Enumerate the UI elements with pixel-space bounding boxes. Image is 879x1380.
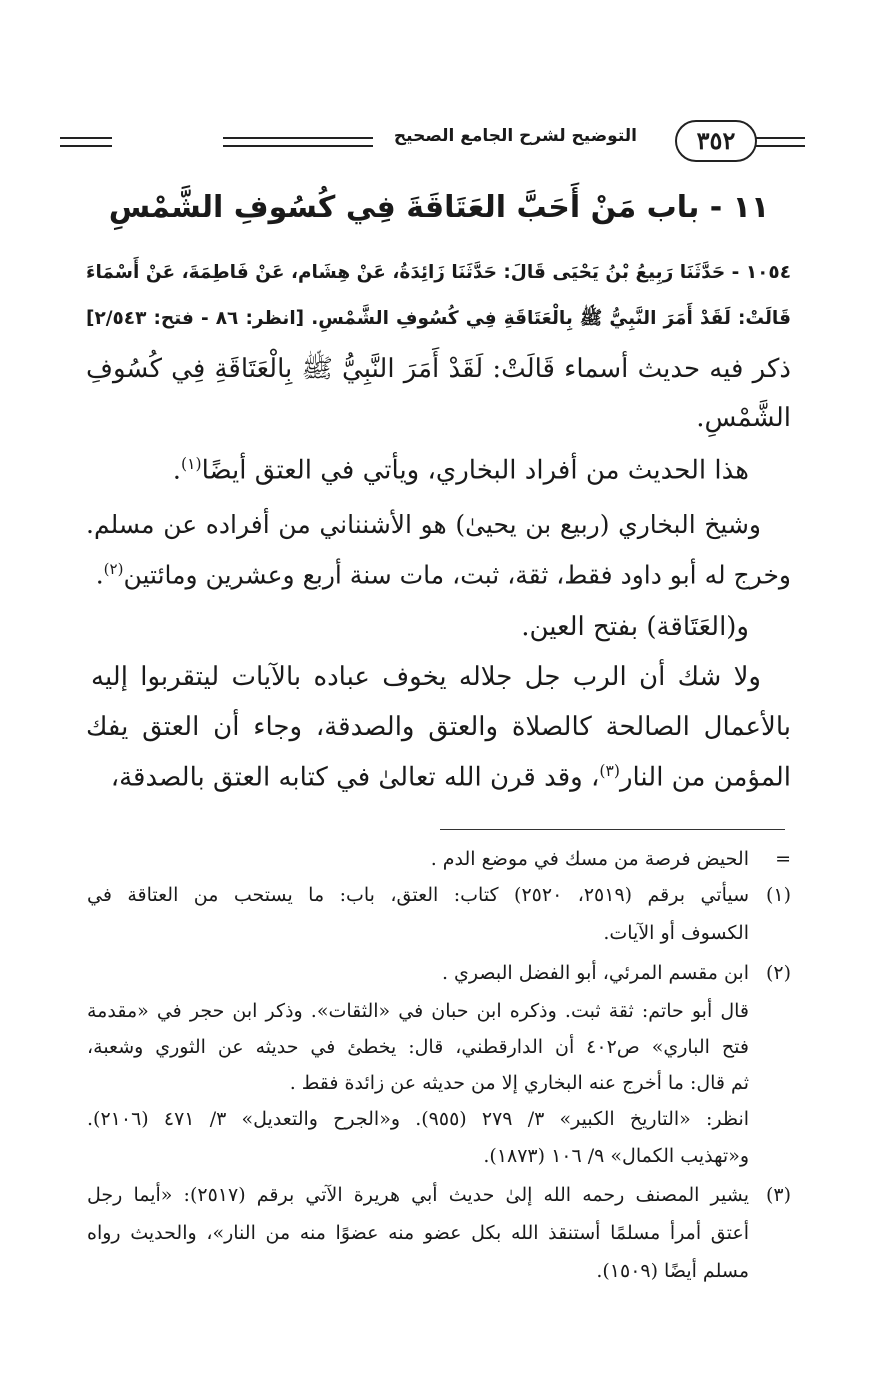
page-number: ٣٥٢ <box>675 120 757 162</box>
body-text: المؤمن من النار <box>619 762 791 793</box>
footnote-line: الحيض فرصة من مسك في موضع الدم . <box>430 848 749 870</box>
footnote-line: ثم قال: ما أخرج عنه البخاري إلا من حديثه عن زائدة فقط . <box>289 1072 749 1094</box>
hadith-line: ١٠٥٤ - حَدَّثَنَا رَبِيعُ بْنُ يَحْيَى قَالَ: حَدَّثَنَا زَائِدَةُ، عَنْ هِشَام، عَنْ فَاطِمَةَ، عَنْ أَسْمَاءَ <box>86 262 791 283</box>
body-text: وخرج له أبو داود فقط، ثقة، ثبت، مات سنة أربع وعشرين ومائتين <box>123 560 791 590</box>
footnote-line: فتح الباري» ص٤٠٢ أن الدارقطني، قال: يخطئ في حديثه عن الثوري وشعبة، <box>87 1036 749 1058</box>
body-line <box>86 560 791 589</box>
body-line: ولا شك أن الرب جل جلاله يخوف عباده بالآيات ليتقربوا إليه <box>91 662 761 692</box>
footnote-number: (٣) <box>765 1184 791 1206</box>
page-header <box>60 118 805 164</box>
footnote-line: أعتق أمرأ مسلمًا أستنقذ الله بكل عضو منه عضوًا منه من النار»، والحديث رواه <box>87 1222 749 1244</box>
chapter-title: ١١ - باب مَنْ أَحَبَّ العَتَاقَةَ فِي كُسُوفِ الشَّمْسِ <box>108 190 770 225</box>
body-line <box>44 455 749 486</box>
footnote-line: قال أبو حاتم: ثقة ثبت. وذكره ابن حبان في «الثقات». وذكر ابن حجر في «مقدمة <box>87 1000 749 1022</box>
header-rule <box>60 137 112 147</box>
body-text: . <box>172 455 181 486</box>
footnote-number: (٢) <box>765 962 791 984</box>
running-title: التوضيح لشرح الجامع الصحيح <box>393 126 637 146</box>
footnote-line: انظر: «التاريخ الكبير» ٣/ ٢٧٩ (٩٥٥). و«الجرح والتعديل» ٣/ ٤٧١ (٢١٠٦). <box>87 1108 750 1130</box>
footnote-line: مسلم أيضًا (١٥٠٩). <box>596 1260 749 1282</box>
footnote-line: الكسوف أو الآيات. <box>603 922 749 944</box>
body-text: ، وقد قرن الله تعالىٰ في كتابه العتق بالصدقة، <box>110 762 600 793</box>
footnote-line: ابن مقسم المرئي، أبو الفضل البصري . <box>441 962 749 984</box>
footnote-marker: (٣) <box>599 762 620 780</box>
body-line: بالأعمال الصالحة كالصلاة والعتق والصدقة، وجاء أن العتق يفك <box>86 712 791 742</box>
footnote-marker: (٢) <box>103 560 124 578</box>
footnote-line: سيأتي برقم (٢٥١٩، ٢٥٢٠) كتاب: العتق، باب: ما يستحب من العتاقة في <box>87 884 750 906</box>
body-text: هذا الحديث من أفراد البخاري، ويأتي في العتق أيضًا <box>201 455 749 486</box>
footnote-line: يشير المصنف رحمه الله إلىٰ حديث أبي هريرة الآتي برقم (٢٥١٧): «أيما رجل <box>87 1184 749 1206</box>
body-line: و(العَتَاقة) بفتح العين. <box>521 612 749 642</box>
footnote-separator <box>440 829 785 830</box>
body-line: الشَّمْسِ. <box>696 403 791 433</box>
footnote-line: و«تهذيب الكمال» ٩/ ١٠٦ (١٨٧٣). <box>483 1145 749 1167</box>
body-line: ذكر فيه حديث أسماء قَالَتْ: لَقَدْ أَمَرَ النَّبِيُّ ﷺ بِالْعَتَاقَةِ فِي كُسُوفِ <box>86 354 791 384</box>
footnote-continuation-mark: = <box>775 848 791 870</box>
header-rule <box>223 137 373 147</box>
footnote-marker: (١) <box>181 455 202 473</box>
header-rule <box>755 137 805 147</box>
body-line <box>86 762 791 793</box>
body-line: وشيخ البخاري (ربيع بن يحيىٰ) هو الأشنناني من أفراده عن مسلم. <box>86 510 761 539</box>
body-text: . <box>95 560 104 590</box>
hadith-line: قَالَتْ: لَقَدْ أَمَرَ النَّبِيُّ ﷺ بِالْعَتَاقَةِ فِي كُسُوفِ الشَّمْسِ. [انظر: ٨٦ - فتح: ٢/٥٤٣] <box>86 308 791 329</box>
footnote-number: (١) <box>765 884 791 906</box>
